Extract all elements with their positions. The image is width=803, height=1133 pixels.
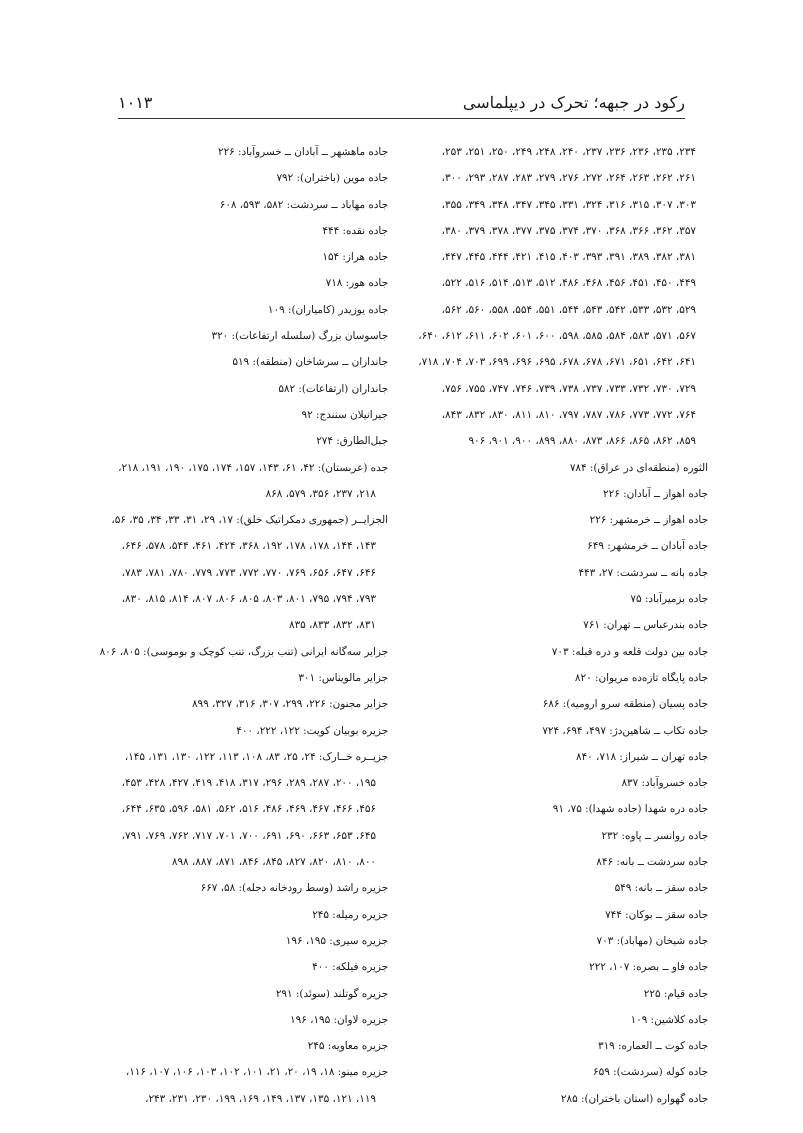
index-entry-continuation: ۸۰۰، ۸۱۰، ۸۲۰، ۸۲۷، ۸۴۵، ۸۴۶، ۸۷۱، ۸۸۷، ۸۹۸	[171, 856, 376, 869]
running-title: رکود در جبهه؛ تحرک در دیپلماسی	[462, 93, 685, 112]
index-entry: جاده خسروآباد: ۸۳۷	[621, 777, 708, 790]
index-entry: جاده پایگاه تازه‌ده مریوان: ۸۲۰	[574, 671, 708, 684]
index-entry-continuation: ۵۶۷، ۵۷۱، ۵۸۳، ۵۸۴، ۵۸۵، ۵۹۸، ۶۰۰، ۶۰۱، ۶۰۲، ۶۱۱، ۶۱۲، ۶۴۰،	[418, 330, 696, 343]
index-entry: جاده موین (باختران): ۷۹۲	[276, 172, 388, 185]
index-entry: جاده بندرعباس ــ تهران: ۷۶۱	[583, 619, 708, 632]
index-entry: جاده هور: ۷۱۸	[325, 277, 388, 290]
index-entry: الجزایــر (جمهوری دمکراتیک خلق): ۱۷، ۲۹، ۳۱، ۳۳، ۳۴، ۳۵، ۵۶،	[111, 514, 388, 527]
index-entry-continuation: ۷۹۳، ۷۹۴، ۷۹۵، ۸۰۱، ۸۰۳، ۸۰۵، ۸۰۶، ۸۰۷، ۸۱۴، ۸۱۵، ۸۳۰،	[121, 593, 376, 606]
index-entry: جزیره گوتلند (سوئد): ۲۹۱	[275, 987, 388, 1000]
index-entry-continuation: ۷۲۹، ۷۳۰، ۷۳۲، ۷۳۳، ۷۳۷، ۷۳۸، ۷۳۹، ۷۴۶، ۷۴۷، ۷۵۵، ۷۵۶،	[441, 382, 696, 395]
index-entry-continuation: ۶۴۵، ۶۵۳، ۶۶۳، ۶۹۰، ۶۹۱، ۷۰۰، ۷۰۱، ۷۱۷، ۷۶۲، ۷۶۹، ۷۹۱،	[121, 829, 376, 842]
page-header	[118, 88, 685, 112]
index-entry: جاده هراز: ۱۵۴	[322, 251, 388, 264]
header-rule	[118, 118, 685, 119]
index-entry: جاده ماهشهر ــ آبادان ــ خسروآباد: ۲۲۶	[217, 146, 388, 158]
index-entry: جزیره لاوان: ۱۹۵، ۱۹۶	[290, 1013, 388, 1026]
index-entry: جاده فاو ــ بصره: ۱۰۷، ۲۲۲	[589, 961, 708, 974]
index-entry-continuation: ۲۳۴، ۲۳۵، ۲۳۶، ۲۳۶، ۲۳۷، ۲۴۰، ۲۴۸، ۲۴۹، ۲۵۰، ۲۵۱، ۲۵۳،	[441, 146, 696, 158]
index-entry: الثوره (منطقه‌ای در عراق): ۷۸۴	[569, 461, 708, 474]
index-entry-continuation: ۱۱۹، ۱۲۱، ۱۳۵، ۱۳۷، ۱۴۹، ۱۶۹، ۱۹۹، ۲۳۰، ۲۳۱، ۲۴۳،	[145, 1092, 376, 1105]
index-entry: جزیره راشد (وسط رودخانه دجله): ۵۸، ۶۶۷	[200, 882, 388, 895]
index-entry: جزایر مجنون: ۲۲۶، ۲۹۹، ۳۰۷، ۳۱۶، ۳۲۷، ۸۹۹	[191, 698, 388, 711]
index-entry: جزایر سه‌گانه ایرانی (تنب بزرگ، تنب کوچک و بوموسی): ۸۰۵، ۸۰۶	[99, 645, 388, 658]
index-entry: جده (عربستان): ۴۲، ۶۱، ۱۴۳، ۱۵۷، ۱۷۴، ۱۷۵، ۱۹۰، ۱۹۱، ۲۱۸،	[118, 461, 388, 474]
index-entry-continuation: ۳۵۷، ۳۶۲، ۳۶۶، ۳۶۸، ۳۷۰، ۳۷۴، ۳۷۵، ۳۷۷، ۳۷۸، ۳۷۹، ۳۸۰،	[441, 224, 696, 237]
index-entry: جانداران (ارتفاعات): ۵۸۲	[278, 382, 388, 395]
index-entry: جاده سقز ــ بوکان: ۷۴۴	[605, 908, 708, 921]
index-entry: جاده پسیان (منطقه سرو ارومیه): ۶۸۶	[542, 698, 708, 711]
index-entry: جاده مهاباد ــ سردشت: ۵۸۲، ۵۹۳، ۶۰۸	[219, 198, 388, 211]
index-entry: جاده قیام: ۲۲۵	[643, 987, 708, 1000]
index-entry: جاده بین دولت قلعه و دره قبله: ۷۰۳	[551, 645, 708, 658]
index-entry-continuation: ۶۴۱، ۶۴۲، ۶۵۱، ۶۷۱، ۶۷۸، ۶۷۸، ۶۹۵، ۶۹۶، ۶۹۹، ۷۰۳، ۷۰۴، ۷۱۸،	[418, 356, 696, 369]
index-entry: جاده روانسر ــ پاوه: ۲۳۲	[601, 829, 708, 842]
index-entry-continuation: ۸۵۹، ۸۶۲، ۸۶۵، ۸۶۶، ۸۷۳، ۸۸۰، ۸۹۹، ۹۰۰، ۹۰۱، ۹۰۶	[468, 435, 696, 448]
index-entry: جاده گهواره (استان باختران): ۲۸۵	[560, 1092, 708, 1105]
index-entry: جاده نقده: ۴۴۴	[322, 224, 388, 237]
index-entry: جاده شیخان (مهاباد): ۷۰۳	[596, 934, 708, 947]
index-entry-continuation: ۳۸۱، ۳۸۲، ۳۸۹، ۳۹۱، ۳۹۳، ۴۰۳، ۴۱۵، ۴۲۱، ۴۴۴، ۴۴۵، ۴۴۷،	[441, 251, 696, 264]
index-entry-continuation: ۶۴۶، ۶۴۷، ۶۵۶، ۷۶۹، ۷۷۰، ۷۷۲، ۷۷۳، ۷۷۹، ۷۸۰، ۷۸۱، ۷۸۳،	[121, 566, 376, 579]
index-entry: جزیــره خــارک: ۲۴، ۲۵، ۸۳، ۱۰۸، ۱۱۳، ۱۲۲، ۱۳۰، ۱۳۱، ۱۴۵،	[124, 750, 388, 763]
index-entry-continuation: ۱۹۵، ۲۰۰، ۲۸۷، ۲۸۹، ۲۹۶، ۳۱۷، ۴۱۸، ۴۱۹، ۴۲۷، ۴۲۸، ۴۵۳،	[121, 777, 376, 790]
index-entry: جزیره مینو: ۱۸، ۱۹، ۲۰، ۲۱، ۱۰۱، ۱۰۲، ۱۰۳، ۱۰۶، ۱۰۷، ۱۱۶،	[125, 1066, 388, 1079]
index-entry-continuation: ۲۶۱، ۲۶۲، ۲۶۳، ۲۶۴، ۲۷۲، ۲۷۶، ۲۷۹، ۲۸۳، ۲۸۷، ۲۹۳، ۳۰۰،	[441, 172, 696, 185]
index-entry: جزیره معاویه: ۲۴۵	[307, 1040, 388, 1053]
index-entry-continuation: ۳۰۳، ۳۰۷، ۳۱۵، ۳۱۶، ۳۲۴، ۳۳۱، ۳۴۵، ۳۴۷، ۳۴۸، ۳۴۹، ۳۵۵،	[441, 198, 696, 211]
index-entry: جیرانیلان سنندج: ۹۲	[301, 408, 388, 421]
index-entry: جاده تکاب ــ شاهین‌دژ: ۴۹۷، ۶۹۴، ۷۲۴	[542, 724, 708, 737]
index-entry-continuation: ۲۱۸، ۲۳۷، ۳۵۶، ۵۷۹، ۸۶۸	[265, 487, 376, 500]
index-entry-continuation: ۵۲۹، ۵۳۲، ۵۳۳، ۵۴۲، ۵۴۳، ۵۴۴، ۵۵۱، ۵۵۴، ۵۵۸، ۵۶۰، ۵۶۲،	[441, 303, 696, 316]
index-entry: جاده اهواز ــ آبادان: ۲۲۶	[603, 487, 708, 500]
index-entry: جاده کلاشین: ۱۰۹	[630, 1013, 708, 1026]
index-entry-continuation: ۸۳۱، ۸۳۲، ۸۳۳، ۸۳۵	[288, 619, 376, 632]
index-entry-continuation: ۴۴۹، ۴۵۰، ۴۵۱، ۴۵۶، ۴۶۸، ۴۸۶، ۵۱۲، ۵۱۳، ۵۱۴، ۵۱۶، ۵۲۲،	[441, 277, 696, 290]
index-column-right	[418, 139, 708, 1112]
index-entry: جاده اهواز ــ خرمشهر: ۲۲۶	[589, 514, 708, 527]
index-entry-continuation: ۷۶۴، ۷۷۲، ۷۷۳، ۷۸۶، ۷۸۷، ۷۹۷، ۸۱۰، ۸۱۱، ۸۳۰، ۸۳۲، ۸۴۳،	[441, 408, 696, 421]
index-entry: جاسوسان بزرگ (سلسله ارتفاعات): ۳۲۰	[211, 330, 388, 343]
index-column-left	[99, 139, 388, 1112]
index-entry: جاده یوزیدر (کامیاران): ۱۰۹	[267, 303, 388, 316]
index-entry: جاده دره شهدا (جاده شهدا): ۷۵، ۹۱	[552, 803, 708, 816]
index-entry: جزیره سیری: ۱۹۵، ۱۹۶	[285, 934, 388, 947]
index-entry: جاده تهران ــ شیراز: ۷۱۸، ۸۴۰	[575, 750, 708, 763]
index-entry: جزیره رمیله: ۲۴۵	[312, 908, 388, 921]
page-number: ۱۰۱۳	[118, 93, 153, 112]
index-entry: جاده سقز ــ بانه: ۵۴۹	[614, 882, 708, 895]
index-entry: جزایر مالویناس: ۳۰۱	[298, 671, 388, 684]
index-entry: جاده بزمیرآباد: ۷۵	[630, 593, 708, 606]
index-entry-continuation: ۴۵۶، ۴۶۶، ۴۶۷، ۴۶۹، ۴۸۶، ۵۱۶، ۵۶۲، ۵۸۱، ۵۹۶، ۶۳۵، ۶۴۴،	[121, 803, 376, 816]
index-entry-continuation: ۱۴۳، ۱۴۴، ۱۷۸، ۱۷۸، ۱۹۲، ۳۶۸، ۴۲۴، ۴۶۱، ۵۴۴، ۵۷۸، ۶۴۶،	[121, 540, 376, 553]
index-entry: جاده کوله (سردشت): ۶۵۹	[593, 1066, 708, 1079]
index-entry: جبل‌الطارق: ۲۷۴	[316, 435, 388, 448]
index-entry: جانداران ــ سرشاخان (منطقه): ۵۱۹	[232, 356, 388, 369]
index-entry: جاده سردشت ــ بانه: ۸۴۶	[596, 856, 708, 869]
index-entry: جاده کوت ــ العماره: ۳۱۹	[597, 1040, 708, 1053]
index-entry: جزیره فیلکه: ۴۰۰	[312, 961, 388, 974]
index-entry: جاده آبادان ــ خرمشهر: ۶۴۹	[587, 540, 708, 553]
index-entry: جزیره بوبیان کویت: ۱۲۲، ۲۲۲، ۴۰۰	[236, 724, 388, 737]
index-entry: جاده بانه ــ سردشت: ۲۷، ۴۴۳	[578, 566, 708, 579]
